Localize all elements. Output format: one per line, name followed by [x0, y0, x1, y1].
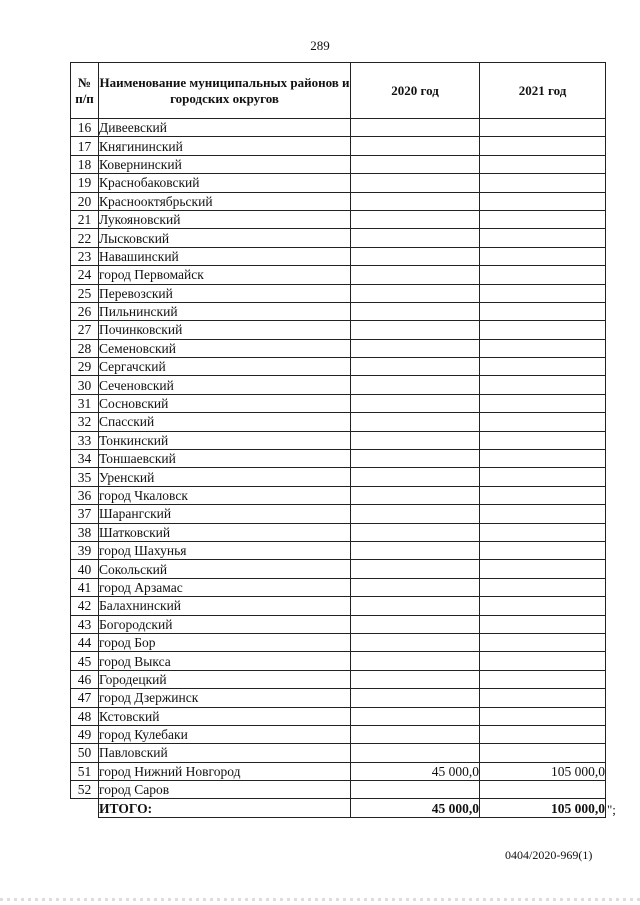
value-2020: [351, 450, 480, 468]
value-2020: [351, 725, 480, 743]
row-number: 34: [71, 450, 99, 468]
value-2020: [351, 468, 480, 486]
district-name: Краснобаковский: [99, 174, 351, 192]
value-2021: [480, 284, 606, 302]
row-number: 46: [71, 670, 99, 688]
total-2021: 105 000,0: [480, 799, 606, 817]
value-2021: [480, 247, 606, 265]
row-number: 19: [71, 174, 99, 192]
district-name: Сергачский: [99, 358, 351, 376]
row-number: 22: [71, 229, 99, 247]
table-row: [71, 652, 606, 670]
value-2020: 45 000,0: [351, 762, 480, 780]
district-name: город Нижний Новгород: [99, 762, 351, 780]
district-name: Княгининский: [99, 137, 351, 155]
value-2020: [351, 670, 480, 688]
total-num-cell: [71, 799, 99, 817]
value-2020: [351, 413, 480, 431]
value-2021: [480, 174, 606, 192]
district-name: Пильнинский: [99, 302, 351, 320]
row-number: 25: [71, 284, 99, 302]
value-2021: [480, 670, 606, 688]
value-2021: [480, 560, 606, 578]
value-2021: [480, 358, 606, 376]
table-row: [71, 137, 606, 155]
district-name: город Дзержинск: [99, 689, 351, 707]
district-name: Починковский: [99, 321, 351, 339]
district-name: Шарангский: [99, 505, 351, 523]
value-2020: [351, 652, 480, 670]
table-row: [71, 413, 606, 431]
district-name: Уренский: [99, 468, 351, 486]
row-number: 51: [71, 762, 99, 780]
district-name: Лысковский: [99, 229, 351, 247]
district-name: город Выкса: [99, 652, 351, 670]
total-label: ИТОГО:: [99, 799, 351, 817]
value-2021: [480, 523, 606, 541]
value-2021: [480, 725, 606, 743]
table-row: [71, 781, 606, 799]
district-name: Сеченовский: [99, 376, 351, 394]
value-2020: [351, 541, 480, 559]
value-2021: [480, 615, 606, 633]
district-name: Городецкий: [99, 670, 351, 688]
row-number: 33: [71, 431, 99, 449]
table-row: [71, 689, 606, 707]
value-2021: [480, 321, 606, 339]
district-name: Кстовский: [99, 707, 351, 725]
value-2021: 105 000,0: [480, 762, 606, 780]
value-2020: [351, 633, 480, 651]
table-row: [71, 578, 606, 596]
district-name: Семеновский: [99, 339, 351, 357]
value-2021: [480, 450, 606, 468]
value-2021: [480, 376, 606, 394]
value-2021: [480, 633, 606, 651]
value-2021: [480, 486, 606, 504]
value-2020: [351, 376, 480, 394]
value-2020: [351, 137, 480, 155]
table-row: [71, 744, 606, 762]
row-number: 49: [71, 725, 99, 743]
table-row: [71, 523, 606, 541]
district-name: Павловский: [99, 744, 351, 762]
value-2020: [351, 339, 480, 357]
district-name: город Чкаловск: [99, 486, 351, 504]
value-2021: [480, 339, 606, 357]
district-name: Лукояновский: [99, 210, 351, 228]
table-row: [71, 119, 606, 137]
table-row: [71, 615, 606, 633]
value-2020: [351, 689, 480, 707]
row-number: 42: [71, 597, 99, 615]
row-number: 17: [71, 137, 99, 155]
table-row: [71, 541, 606, 559]
district-name: Балахнинский: [99, 597, 351, 615]
row-number: 45: [71, 652, 99, 670]
header-2020: 2020 год: [351, 63, 480, 119]
value-2021: [480, 597, 606, 615]
value-2020: [351, 486, 480, 504]
closing-quote-mark: ";: [607, 802, 616, 817]
value-2021: [480, 505, 606, 523]
table-row: [71, 633, 606, 651]
value-2021: [480, 137, 606, 155]
value-2020: [351, 431, 480, 449]
row-number: 52: [71, 781, 99, 799]
value-2020: [351, 247, 480, 265]
district-name: город Арзамас: [99, 578, 351, 596]
row-number: 28: [71, 339, 99, 357]
district-name: Богородский: [99, 615, 351, 633]
district-name: Краснооктябрьский: [99, 192, 351, 210]
district-name: Навашинский: [99, 247, 351, 265]
table-row: [71, 505, 606, 523]
table-row: [71, 339, 606, 357]
value-2020: [351, 560, 480, 578]
value-2020: [351, 505, 480, 523]
value-2020: [351, 210, 480, 228]
value-2021: [480, 302, 606, 320]
table-header-row: [71, 63, 606, 119]
row-number: 44: [71, 633, 99, 651]
value-2021: [480, 210, 606, 228]
row-number: 47: [71, 689, 99, 707]
table-row: [71, 229, 606, 247]
table-row: [71, 266, 606, 284]
row-number: 40: [71, 560, 99, 578]
value-2021: [480, 192, 606, 210]
district-name: Тоншаевский: [99, 450, 351, 468]
scan-artifact-line: [0, 898, 640, 901]
value-2021: [480, 744, 606, 762]
table-row: [71, 376, 606, 394]
table-row: [71, 358, 606, 376]
district-name: город Бор: [99, 633, 351, 651]
value-2021: [480, 413, 606, 431]
value-2020: [351, 523, 480, 541]
value-2020: [351, 394, 480, 412]
row-number: 48: [71, 707, 99, 725]
row-number: 39: [71, 541, 99, 559]
value-2020: [351, 597, 480, 615]
table-row: [71, 284, 606, 302]
table-body: [71, 119, 606, 799]
value-2020: [351, 174, 480, 192]
district-name: город Кулебаки: [99, 725, 351, 743]
district-name: Ковернинский: [99, 155, 351, 173]
value-2020: [351, 321, 480, 339]
row-number: 29: [71, 358, 99, 376]
district-name: Сосновский: [99, 394, 351, 412]
value-2021: [480, 468, 606, 486]
value-2021: [480, 229, 606, 247]
value-2020: [351, 229, 480, 247]
total-row: [71, 799, 606, 817]
value-2021: [480, 781, 606, 799]
row-number: 41: [71, 578, 99, 596]
value-2021: [480, 431, 606, 449]
row-number: 26: [71, 302, 99, 320]
table-row: [71, 302, 606, 320]
header-name: Наименование муниципальных районов и городских округов: [99, 63, 351, 119]
value-2020: [351, 578, 480, 596]
row-number: 21: [71, 210, 99, 228]
table-row: [71, 450, 606, 468]
table-row: [71, 725, 606, 743]
row-number: 16: [71, 119, 99, 137]
districts-table: [70, 62, 606, 818]
district-name: Тонкинский: [99, 431, 351, 449]
value-2020: [351, 615, 480, 633]
table-row: [71, 247, 606, 265]
row-number: 18: [71, 155, 99, 173]
district-name: Перевозский: [99, 284, 351, 302]
value-2020: [351, 358, 480, 376]
district-name: Шатковский: [99, 523, 351, 541]
district-name: Спасский: [99, 413, 351, 431]
district-name: город Шахунья: [99, 541, 351, 559]
table-row: [71, 597, 606, 615]
table-row: [71, 321, 606, 339]
table-row: [71, 670, 606, 688]
value-2021: [480, 652, 606, 670]
value-2020: [351, 707, 480, 725]
value-2020: [351, 284, 480, 302]
row-number: 36: [71, 486, 99, 504]
row-number: 27: [71, 321, 99, 339]
table-row: [71, 174, 606, 192]
value-2021: [480, 394, 606, 412]
table-row: [71, 707, 606, 725]
table-row: [71, 431, 606, 449]
row-number: 38: [71, 523, 99, 541]
row-number: 37: [71, 505, 99, 523]
district-name: Дивеевский: [99, 119, 351, 137]
table-row: [71, 394, 606, 412]
district-name: город Первомайск: [99, 266, 351, 284]
value-2021: [480, 707, 606, 725]
value-2021: [480, 578, 606, 596]
district-name: Сокольский: [99, 560, 351, 578]
header-num: № п/п: [71, 63, 99, 119]
row-number: 31: [71, 394, 99, 412]
row-number: 50: [71, 744, 99, 762]
table-row: [71, 486, 606, 504]
table-row: [71, 762, 606, 780]
row-number: 32: [71, 413, 99, 431]
row-number: 24: [71, 266, 99, 284]
document-code: 0404/2020-969(1): [505, 848, 593, 862]
table-row: [71, 560, 606, 578]
row-number: 30: [71, 376, 99, 394]
header-2021: 2021 год: [480, 63, 606, 119]
value-2021: [480, 689, 606, 707]
total-2020: 45 000,0: [351, 799, 480, 817]
row-number: 23: [71, 247, 99, 265]
value-2020: [351, 192, 480, 210]
row-number: 43: [71, 615, 99, 633]
table-row: [71, 210, 606, 228]
district-name: город Саров: [99, 781, 351, 799]
page-number: 289: [310, 38, 330, 53]
value-2021: [480, 541, 606, 559]
value-2021: [480, 119, 606, 137]
value-2020: [351, 744, 480, 762]
value-2020: [351, 119, 480, 137]
value-2021: [480, 266, 606, 284]
value-2020: [351, 266, 480, 284]
row-number: 35: [71, 468, 99, 486]
row-number: 20: [71, 192, 99, 210]
value-2021: [480, 155, 606, 173]
value-2020: [351, 155, 480, 173]
table-row: [71, 468, 606, 486]
value-2020: [351, 781, 480, 799]
table-row: [71, 155, 606, 173]
value-2020: [351, 302, 480, 320]
table-row: [71, 192, 606, 210]
